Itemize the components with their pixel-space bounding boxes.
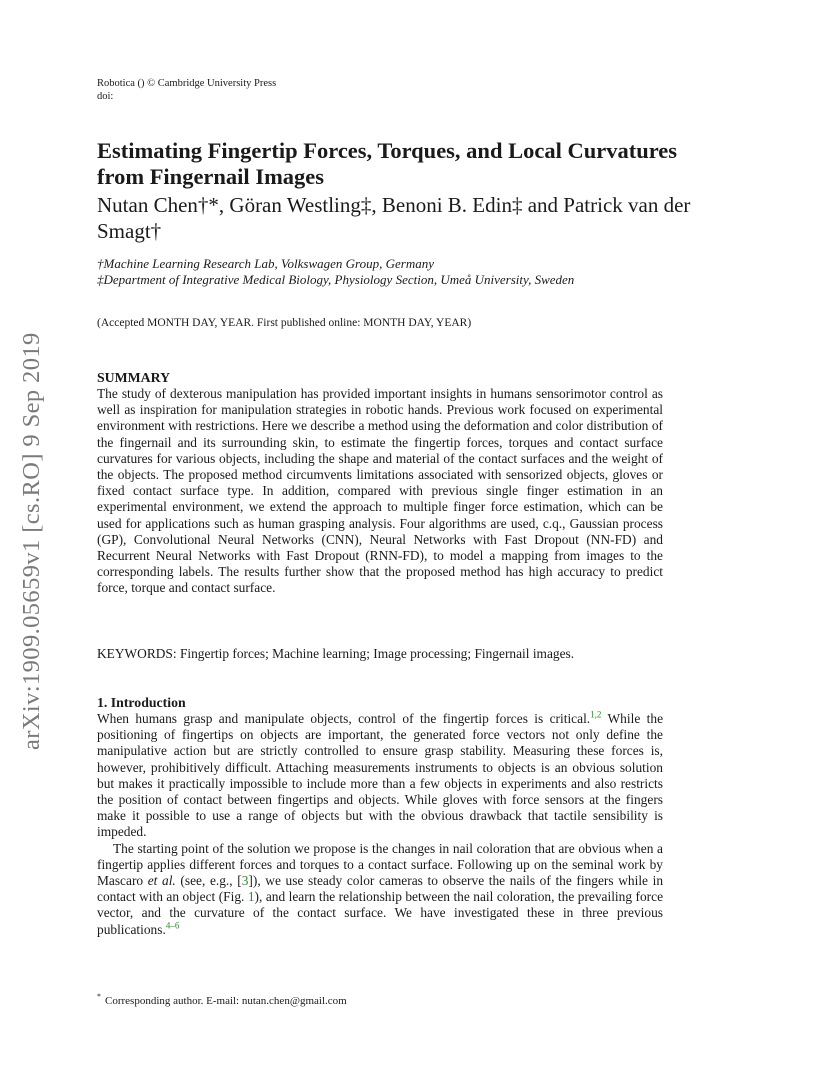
intro-p2-text-d: ), and learn the relationship between the nail coloration, the prevailing force vector, and the curvature of the contact surface. We have investigated these in three previous publications.	[97, 889, 664, 937]
citation-link[interactable]: 1,2	[590, 709, 602, 720]
footnote-mark: *	[97, 992, 101, 1002]
doi-line: doi:	[97, 91, 114, 102]
intro-p2-text-b: (see, e.g., [	[175, 873, 242, 889]
introduction-section	[97, 695, 663, 938]
reference-link[interactable]: 3	[241, 873, 249, 889]
footnote	[97, 992, 347, 1007]
summary-heading: SUMMARY	[97, 370, 171, 385]
intro-paragraph-2	[97, 841, 663, 938]
affiliation-2: ‡Department of Integrative Medical Biology, Physiology Section, Umeå University, Sweden	[97, 272, 575, 287]
keywords: KEYWORDS: Fingertip forces; Machine learning; Image processing; Fingernail images.	[97, 646, 575, 661]
intro-p1-text: When humans grasp and manipulate objects, control of the fingertip forces is critical.	[97, 711, 591, 726]
summary-section	[97, 370, 663, 597]
figure-link[interactable]: 1	[247, 889, 255, 905]
intro-p2-text-a: The starting point of the solution we propose is the changes in nail coloration that are obvious when a fingertip applies different forces and torques to a contact surface. Following up on the seminal work by Mascaro	[97, 840, 663, 889]
accepted-note: (Accepted MONTH DAY, YEAR. First published online: MONTH DAY, YEAR)	[97, 317, 472, 329]
author-list: Nutan Chen†*, Göran Westling‡, Benoni B. Edin‡ and Patrick van der Smagt†	[97, 193, 691, 243]
journal-line: Robotica () © Cambridge University Press	[97, 78, 277, 89]
paper-title: Estimating Fingertip Forces, Torques, and Local Curvatures from Fingernail Images	[97, 138, 678, 189]
affiliation-1: †Machine Learning Research Lab, Volkswagen Group, Germany	[97, 256, 434, 271]
footnote-text: Corresponding author. E-mail: nutan.chen@gmail.com	[105, 995, 347, 1007]
introduction-heading: 1. Introduction	[97, 695, 186, 710]
journal-header	[97, 77, 276, 103]
intro-paragraph-1	[97, 711, 663, 841]
et-al: et al.	[147, 873, 176, 889]
intro-p2-text-c: ]), we use steady color cameras to observe the nails of the fingers while in contact with an object (Fig.	[97, 873, 664, 905]
intro-p1-rest: While the positioning of fingertips on objects are important, the generated force vectors not only define the manipulative action but are strictly controlled to ensure grasp stability. Measuring these forces is, however, prohibitively difficult. Attaching measurements instruments to objects is an obvious solution but makes it practically impossible to include more than a few objects in experiments and also restricts the position of contact between fingertips and objects. While gloves with force sensors at the fingers make it possible to use a range of objects but with the obvious drawback that tactile sensibility is impeded.	[97, 711, 664, 840]
affiliations	[97, 256, 657, 288]
summary-text: The study of dexterous manipulation has provided important insights in humans sensorimotor control as well as inspiration for manipulation strategies in robotic hands. Previous work focused on experimental environment with restrictions. Here we describe a method using the deformation and color distribution of the fingernail and its surrounding skin, to estimate the fingertip forces, torques and contact surface curvatures for various objects, including the shape and material of the contact surfaces and the weight of the objects. The proposed method circumvents limitations associated with sensorized objects, gloves or fixed contact surface type. In addition, compared with previous single finger estimation in an experimental environment, we extend the approach to multiple finger force estimation, which can be used for applications such as human grasping analysis. Four algorithms are used, c.q., Gaussian process (GP), Convolutional Neural Networks (CNN), Neural Networks with Fast Dropout (NN-FD) and Recurrent Neural Networks with Fast Dropout (RNN-FD), to model a mapping from images to the corresponding labels. The results further show that the proposed method has high accuracy to predict force, torque and contact surface.	[97, 386, 663, 596]
citation-link[interactable]: 4–6	[165, 920, 180, 931]
arxiv-identifier: arXiv:1909.05659v1 [cs.RO] 9 Sep 2019	[18, 332, 45, 750]
